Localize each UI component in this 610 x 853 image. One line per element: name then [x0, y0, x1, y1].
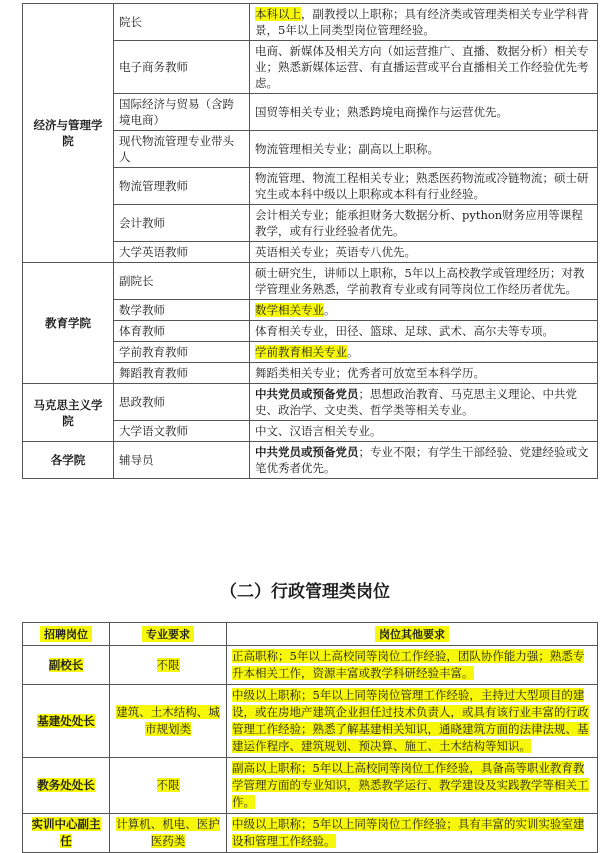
requirement-text: 。: [347, 345, 359, 359]
bold-text: 中共党员或预备党员: [255, 445, 359, 459]
position-cell: 数学教师: [114, 300, 250, 321]
requirement-text: ，副教授以上职称；具有经济类或管理类相关专业学科背景，5年以上同类型岗位管理经验。: [255, 7, 589, 37]
requirement-cell: [250, 384, 598, 421]
table-row: [23, 442, 598, 479]
position-cell: 大学英语教师: [114, 242, 250, 263]
requirement-text: ；专业不限；有学生干部经验、党建经验或文笔优秀者优先。: [255, 445, 589, 475]
other-requirements-cell-text: 中级以上职称；5年以上同等岗位工作经验；具有丰富的实训实验室建设和管理工作经验。: [232, 817, 585, 848]
requirement-text: 英语相关专业；英语专八优先。: [255, 245, 416, 259]
position-cell: 学前教育教师: [114, 342, 250, 363]
table-row: [23, 384, 598, 421]
section-title: （二）行政管理类岗位: [220, 582, 390, 602]
requirement-cell: [250, 321, 598, 342]
major-cell: [110, 758, 227, 814]
major-cell: [110, 646, 227, 685]
requirement-cell: [250, 263, 598, 300]
position-cell: 物流管理教师: [114, 168, 250, 205]
requirement-cell: [250, 363, 598, 384]
position-cell: [23, 814, 110, 853]
requirement-cell: [250, 205, 598, 242]
table-header-row: [23, 623, 598, 646]
faculty-table: [22, 3, 598, 479]
requirement-text: 。: [324, 303, 336, 317]
position-cell: 现代物流管理专业带头人: [114, 131, 250, 168]
position-cell: 体育教师: [114, 321, 250, 342]
header-position: 招聘岗位: [23, 623, 110, 646]
major-cell-text: 不限: [156, 657, 180, 672]
table-row: [23, 814, 598, 853]
requirement-text: 物流管理相关专业；副高以上职称。: [255, 142, 439, 156]
requirement-text: 国贸等相关专业；熟悉跨境电商操作与运营优先。: [255, 105, 508, 119]
major-cell-text: 建筑、土木结构、城市规划类: [116, 705, 220, 736]
position-cell: 电子商务教师: [114, 41, 250, 94]
requirement-cell: [250, 41, 598, 94]
admin-table: [22, 622, 598, 853]
requirement-cell: [250, 442, 598, 479]
other-requirements-cell-text: 中级以上职称；5年以上同等岗位管理工作经验，主持过大型项目的建设，或在房地产建筑企业担任过技术负责人，或具有该行业丰富的行政管理工作经验；熟悉了解基建相关知识，通晓建筑方面的法律法规、基建运作程序、建筑规划、预决算、施工、土木结构等知识。: [232, 688, 589, 753]
requirement-cell: [250, 421, 598, 442]
table-row: [23, 4, 598, 41]
position-cell: 副院长: [114, 263, 250, 300]
position-cell-text: 副校长: [48, 657, 84, 672]
requirement-cell: [250, 242, 598, 263]
dept-cell: 各学院: [23, 442, 114, 479]
requirement-text: 中文、汉语言相关专业。: [255, 424, 382, 438]
table-row: [23, 758, 598, 814]
position-cell: 大学语文教师: [114, 421, 250, 442]
other-requirements-cell: [227, 814, 598, 853]
major-cell-text: 不限: [156, 778, 180, 792]
major-cell: [110, 814, 227, 853]
requirement-text: 电商、新媒体及相关方向（如运营推广、直播、数据分析）相关专业；熟悉新媒体运营、有直播运营或平台直播相关工作经验优先考虑。: [255, 44, 589, 90]
requirement-cell: [250, 94, 598, 131]
highlighted-text: 数学相关专业: [255, 303, 324, 317]
position-cell-text: 教务处处长: [37, 778, 95, 792]
position-cell: 会计教师: [114, 205, 250, 242]
position-cell: 国际经济与贸易（含跨境电商）: [114, 94, 250, 131]
position-cell: 辅导员: [114, 442, 250, 479]
position-cell: 院长: [114, 4, 250, 41]
bold-text: 中共党员或预备党员: [255, 387, 359, 401]
position-cell-text: 基建处处长: [37, 713, 95, 728]
position-cell: [23, 685, 110, 758]
other-requirements-cell: [227, 646, 598, 685]
requirement-text: 舞蹈类相关专业；优秀者可放宽至本科学历。: [255, 366, 485, 380]
header-other: 岗位其他要求: [227, 623, 598, 646]
requirement-cell: [250, 168, 598, 205]
position-cell: 思政教师: [114, 384, 250, 421]
dept-cell: 马克思主义学院: [23, 384, 114, 442]
requirement-text: 会计相关专业；能承担财务大数据分析、python财务应用等课程教学，或有行业经验者优先。: [255, 208, 583, 238]
other-requirements-cell: [227, 758, 598, 814]
dept-cell: 经济与管理学院: [23, 4, 114, 263]
requirement-text: 硕士研究生，讲师以上职称，5年以上高校教学或管理经历；对教学管理业务熟悉，学前教育专业或有同等岗位工作经历者优先。: [255, 266, 585, 296]
other-requirements-cell-text: 副高以上职称；5年以上高校同等岗位工作经验，具备高等职业教育教学管理方面的专业知识，熟悉教学运行、教学建设及实践教学等相关工作。: [232, 761, 589, 809]
requirement-text: ；思想政治教育、马克思主义理论、中共党史、政治学、文史类、哲学类等相关专业。: [255, 387, 577, 417]
requirement-cell: [250, 131, 598, 168]
major-cell: [110, 685, 227, 758]
highlighted-text: 学前教育相关专业: [255, 345, 347, 359]
position-cell: 舞蹈教育教师: [114, 363, 250, 384]
requirement-cell: [250, 300, 598, 321]
table-row: [23, 646, 598, 685]
table-row: [23, 685, 598, 758]
header-major: 专业要求: [110, 623, 227, 646]
requirement-text: 物流管理、物流工程相关专业；熟悉医药物流或冷链物流；硕士研究生或本科中级以上职称或本科有行业经验。: [255, 171, 589, 201]
other-requirements-cell: [227, 685, 598, 758]
position-cell: [23, 758, 110, 814]
highlighted-text: 本科以上: [255, 7, 301, 21]
requirement-cell: [250, 342, 598, 363]
other-requirements-cell-text: 正高职称；5年以上高校同等岗位工作经验，团队协作能力强；熟悉专升本相关工作，资源丰富或教学科研经验丰富。: [232, 649, 585, 680]
major-cell-text: 计算机、机电、医护医药类: [116, 817, 220, 848]
dept-cell: 教育学院: [23, 263, 114, 384]
table-row: [23, 263, 598, 300]
requirement-cell: [250, 4, 598, 41]
position-cell: [23, 646, 110, 685]
requirement-text: 体育相关专业，田径、篮球、足球、武术、高尔夫等专项。: [255, 324, 554, 338]
position-cell-text: 实训中心副主任: [31, 817, 101, 848]
